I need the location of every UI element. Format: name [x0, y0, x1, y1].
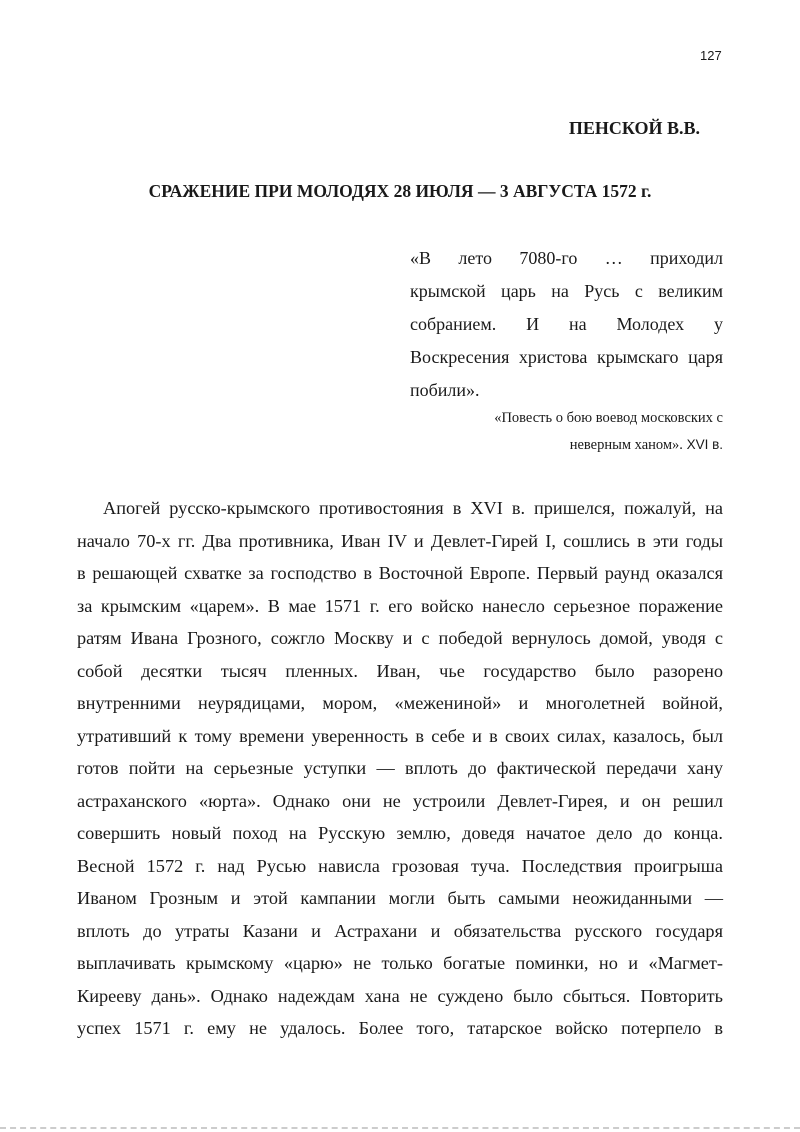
epigraph-line: собранием. И на Молодех у	[410, 314, 723, 334]
body-line: успех 1571 г. ему не удалось. Более того, татарское войско потерпело в	[77, 1018, 723, 1038]
body-line: утративший к тому времени уверенность в себе и в своих силах, казалось, был	[77, 725, 723, 746]
body-line: Киреeву дань». Однако надеждам хана не суждено было сбыться. Повторить	[77, 985, 723, 1006]
body-line: Весной 1572 г. над Русью нависла грозовая туча. Последствия проигрыша	[77, 855, 723, 876]
epigraph-line: побили».	[410, 380, 480, 400]
page-bottom-edge	[0, 1127, 800, 1129]
body-line: в решающей схватке за господство в Восточной Европе. Первый раунд оказался	[77, 563, 723, 583]
page-number: 127	[700, 48, 722, 63]
body-line: собой десятки тысяч пленных. Иван, чье государство было разорено	[77, 660, 723, 681]
author-name: ПЕНСКОЙ В.В.	[568, 118, 700, 138]
body-line: внутренними неурядицами, мором, «межениной» и многолетней войной,	[77, 693, 723, 713]
epigraph-line: «В лето 7080-го … приходил	[410, 248, 723, 268]
body-line: начало 70-х гг. Два противника, Иван IV и Девлет-Гирей I, сошлись в эти годы	[77, 530, 723, 551]
body-line: ратям Ивана Грозного, сожгло Москву и с победой вернулось домой, уводя с	[77, 628, 723, 648]
attribution-line: «Повесть о бою воевод московских с	[494, 410, 723, 426]
body-line: Апогей русско-крымского противостояния в XVI в. пришелся, пожалуй, на	[103, 498, 723, 518]
epigraph-attribution	[410, 410, 723, 464]
body-line: астраханского «юрта». Однако они не устроили Девлет-Гирея, и он решил	[77, 790, 723, 811]
attribution-source: неверным ханом».	[569, 437, 683, 453]
body-line: за крымским «царем». В мае 1571 г. его войско нанесло серьезное поражение	[77, 595, 723, 616]
epigraph-line: крымской царь на Русь с великим	[410, 281, 723, 301]
attribution-line	[410, 437, 723, 464]
body-line: совершить новый поход на Русскую землю, доведя начатое дело до конца.	[77, 823, 723, 843]
epigraph-line: Воскресения христова крымскаго царя	[410, 347, 723, 367]
body-line: Иваном Грозным и этой кампании могли быть самыми неожиданными —	[77, 888, 723, 908]
body-line: вплоть до утраты Казани и Астрахани и обязательства русского государя	[77, 920, 723, 941]
body-text	[77, 495, 723, 1048]
attribution-century: XVI в.	[686, 437, 723, 452]
epigraph	[410, 245, 723, 410]
body-line: готов пойти на серьезные уступки — вплоть до фактической передачи хану	[77, 758, 723, 778]
article-title: СРАЖЕНИЕ ПРИ МОЛОДЯХ 28 ИЮЛЯ — 3 АВГУСТА 1572 г.	[148, 181, 652, 201]
body-line: выплачивать крымскому «царю» не только богатые поминки, но и «Магмет-	[77, 953, 723, 973]
